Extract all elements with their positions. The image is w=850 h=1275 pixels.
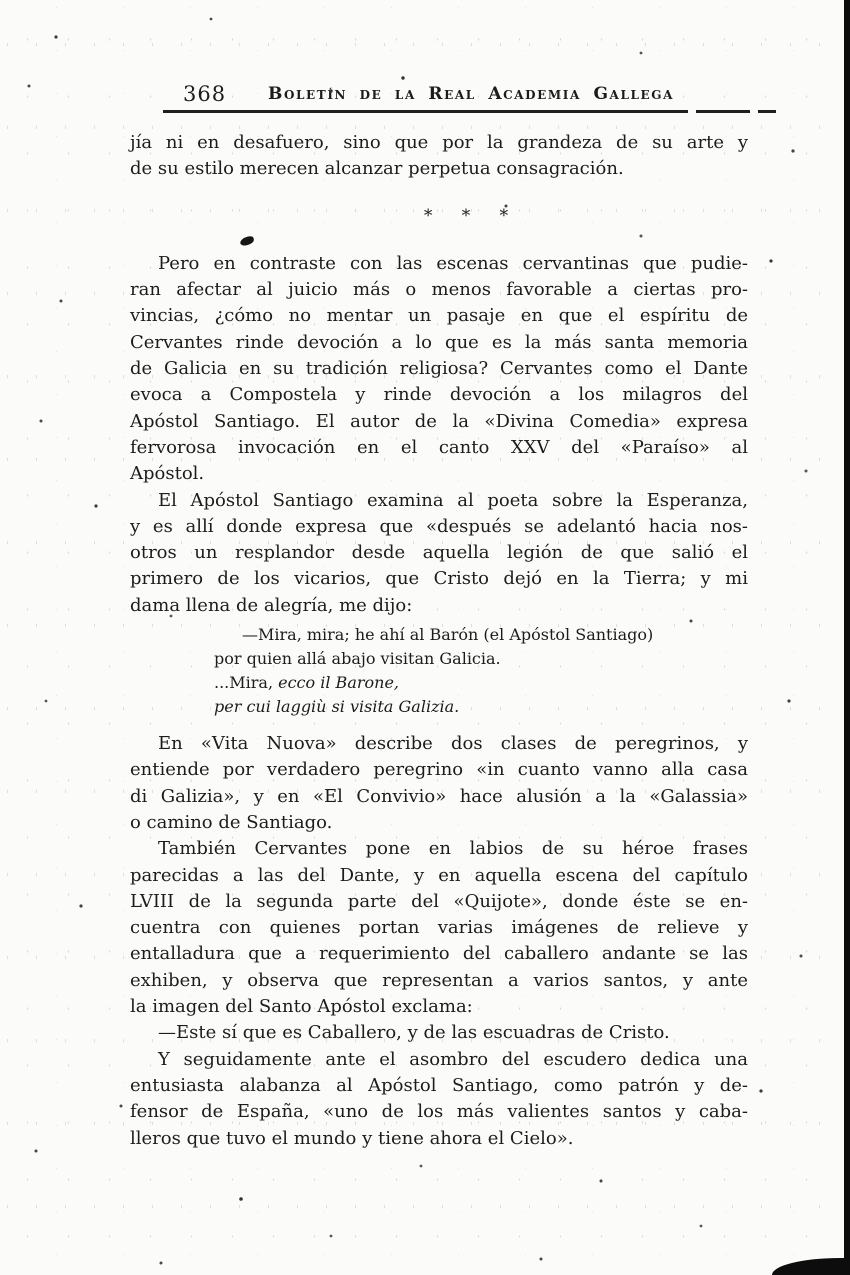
text-line: parecidas a las del Dante, y en aquella escena del capítulo [130, 864, 748, 886]
text-line: primero de los vicarios, que Cristo dejó en la Tierra; y mi [130, 568, 748, 590]
text-line: Cervantes rinde devoción a lo que es la más santa memoria [130, 331, 748, 353]
text-line: exhiben, y observa que representan a varios santos, y ante [130, 969, 748, 991]
text-line [214, 695, 748, 719]
paragraph [130, 251, 748, 488]
scan-edge-shadow [844, 0, 850, 1275]
text-line: lleros que tuvo el mundo y tiene ahora el Cielo». [130, 1127, 574, 1149]
italic-text: per cui laggiù si visita Galizia. [214, 697, 460, 717]
paragraph [130, 731, 748, 836]
text-line: evoca a Compostela y rinde devoción a los milagros del [130, 384, 748, 406]
paragraph [130, 1047, 748, 1152]
asterisk-separator: * * * [423, 205, 521, 226]
text-line: de Galicia en su tradición religiosa? Cervantes como el Dante [130, 358, 748, 380]
text-line: entiende por verdadero peregrino «in cuanto vanno alla casa [130, 759, 748, 781]
text-line: jía ni en desafuero, sino que por la grandeza de su arte y [130, 132, 748, 153]
paragraph-continuation [130, 130, 748, 183]
text-line [214, 671, 748, 695]
text-line [214, 647, 748, 671]
text-block [130, 130, 748, 1152]
text-line: entalladura que a requerimiento del caballero andante se las [130, 943, 748, 965]
text-line: fensor de España, «uno de los más valientes santos y caba- [130, 1101, 748, 1123]
text-line: Apóstol. [130, 463, 205, 485]
text-line [214, 623, 748, 647]
text-line: otros un resplandor desde aquella legión de que salió el [130, 542, 748, 564]
text-line: En «Vita Nuova» describe dos clases de peregrinos, y [158, 733, 748, 755]
roman-text: por quien allá abajo visitan Galicia. [214, 649, 501, 669]
italic-text: ecco il Barone, [278, 673, 399, 693]
text-line: vincias, ¿cómo no mentar un pasaje en que el espíritu de [130, 305, 748, 327]
text-line: —Este sí que es Caballero, y de las escuadras de Cristo. [158, 1022, 670, 1044]
header-rule-segment [696, 110, 750, 113]
text-line: ran afectar al juicio más o menos favorable a ciertas pro- [130, 279, 748, 301]
text-line: dama llena de alegría, me dijo: [130, 594, 413, 616]
roman-text: ...Mira, [214, 673, 279, 693]
running-title: Boletín de la Real Academia Gallega [268, 84, 675, 104]
paragraph [130, 836, 748, 1020]
text-line: Apóstol Santiago. El autor de la «Divina Comedia» expresa [130, 410, 748, 432]
text-line: El Apóstol Santiago examina al poeta sobre la Esperanza, [158, 489, 748, 511]
text-line: di Galizia», y en «El Convivio» hace alusión a la «Galassia» [130, 785, 748, 807]
text-line: fervorosa invocación en el canto XXV del «Paraíso» al [130, 436, 748, 458]
page-number: 368 [183, 82, 227, 106]
text-line: o camino de Santiago. [130, 811, 333, 833]
header-rule-dash [758, 110, 776, 113]
scan-noise-speckles [0, 0, 2, 2]
roman-text: —Mira, mira; he ahí al Barón (el Apóstol Santiago) [242, 625, 654, 645]
text-line: LVIII de la segunda parte del «Quijote», donde éste se en- [130, 890, 748, 912]
text-line: y es allí donde expresa que «después se adelantó hacia nos- [130, 515, 748, 537]
text-line: Y seguidamente ante el asombro del escudero dedica una [158, 1048, 748, 1070]
paragraph [130, 488, 748, 619]
text-line: También Cervantes pone en labios de su héroe frases [158, 838, 748, 860]
text-line: cuentra con quienes portan varias imágenes de relieve y [130, 917, 748, 939]
scan-edge-curve [772, 1258, 850, 1275]
text-line: entusiasta alabanza al Apóstol Santiago, como patrón y de- [130, 1074, 748, 1096]
paragraph-dialogue [130, 1020, 748, 1046]
text-line: de su estilo merecen alcanzar perpetua consagración. [130, 158, 624, 180]
header-rule [163, 110, 688, 113]
text-line: la imagen del Santo Apóstol exclama: [130, 996, 473, 1018]
verse-quotation [214, 623, 748, 719]
text-line: Pero en contraste con las escenas cervantinas que pudie- [158, 252, 748, 274]
